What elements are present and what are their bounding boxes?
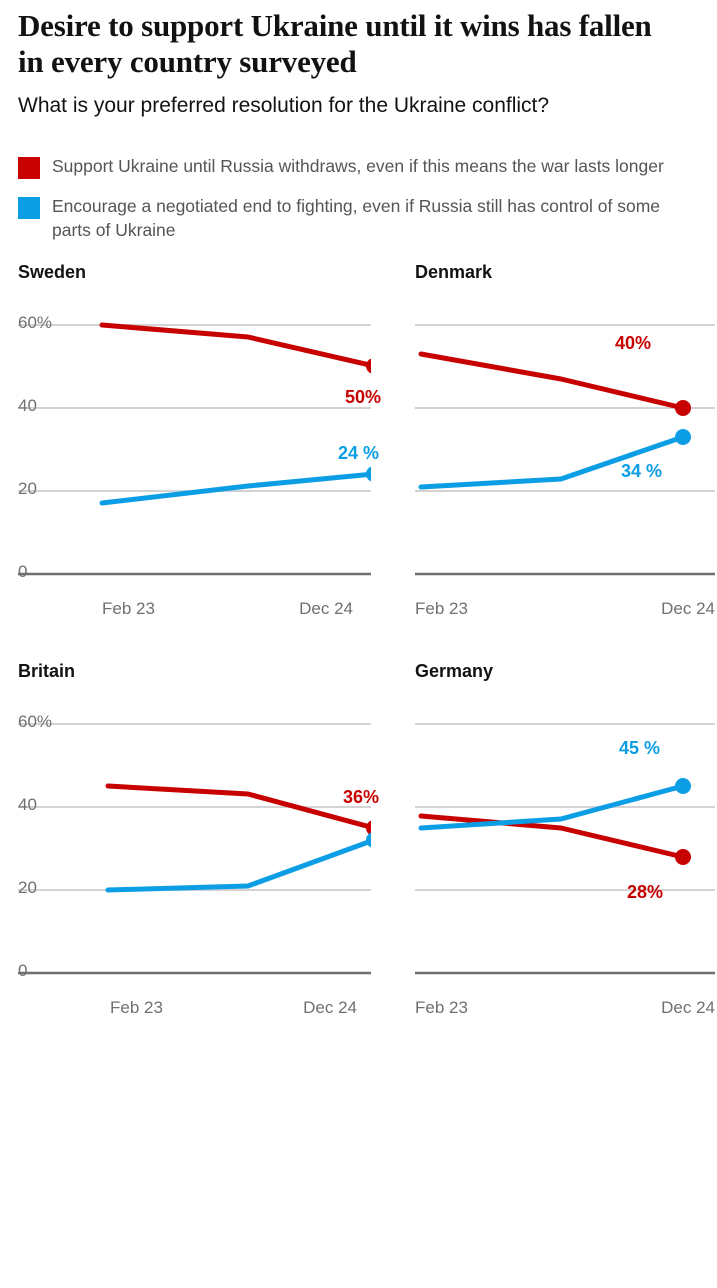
- chart-panel-germany: [415, 661, 717, 1022]
- legend-item-support: [18, 155, 699, 179]
- chart-row-1: [18, 262, 715, 623]
- plot-britain: [18, 694, 379, 994]
- legend-swatch-support-icon: [18, 157, 40, 179]
- y-tick-0-sweden: 0: [18, 562, 28, 582]
- x-tick-end-denmark: Dec 24: [661, 599, 715, 619]
- legend-label-negotiate: Encourage a negotiated end to fighting, even if Russia still has control of some parts of Ukraine: [52, 196, 661, 240]
- plot-sweden: [18, 295, 381, 595]
- y-tick-60-britain: 60%: [18, 712, 53, 732]
- legend-item-negotiate: [18, 195, 699, 242]
- chart-grid: [18, 262, 715, 1022]
- value-label-blue-germany: 45 %: [619, 738, 661, 759]
- page-subtitle: What is your preferred resolution for the Ukraine conflict?: [18, 93, 550, 117]
- y-tick-40-britain: 40: [18, 795, 37, 815]
- y-tick-20-sweden: 20: [18, 479, 37, 499]
- x-tick-end-sweden: Dec 24: [299, 599, 353, 619]
- value-label-red-britain: 36%: [342, 787, 379, 808]
- y-tick-40-sweden: 40: [18, 396, 37, 416]
- value-label-red-denmark: 40%: [615, 333, 652, 354]
- y-tick-20-britain: 20: [18, 878, 37, 898]
- x-tick-end-germany: Dec 24: [661, 998, 715, 1018]
- chart-title-sweden: Sweden: [18, 262, 87, 283]
- value-label-red-sweden: 50%: [344, 387, 381, 408]
- legend: [18, 155, 699, 242]
- plot-denmark: [415, 295, 717, 595]
- x-tick-end-britain: Dec 24: [303, 998, 357, 1018]
- infographic-page: [0, 8, 717, 1288]
- chart-title-britain: Britain: [18, 661, 76, 682]
- legend-label-support: Support Ukraine until Russia withdraws, even if this means the war lasts longer: [52, 156, 664, 177]
- x-axis-germany: [415, 994, 717, 1022]
- value-label-blue-denmark: 34 %: [621, 461, 663, 482]
- value-label-blue-sweden: 24 %: [337, 443, 379, 464]
- x-tick-start-britain: Feb 23: [110, 998, 163, 1018]
- legend-swatch-negotiate-icon: [18, 197, 40, 219]
- chart-title-denmark: Denmark: [415, 262, 493, 283]
- plot-svg-britain: [18, 694, 371, 994]
- chart-title-germany: Germany: [415, 661, 494, 682]
- plot-svg-sweden: [18, 295, 371, 595]
- chart-row-2: [18, 661, 715, 1022]
- x-tick-start-sweden: Feb 23: [102, 599, 155, 619]
- chart-panel-sweden: [18, 262, 381, 623]
- x-tick-start-denmark: Feb 23: [415, 599, 468, 619]
- plot-germany: [415, 694, 717, 994]
- x-tick-start-germany: Feb 23: [415, 998, 468, 1018]
- page-title: Desire to support Ukraine until it wins has fallen in every country surveyed: [18, 8, 652, 79]
- value-label-red-germany: 28%: [627, 882, 664, 903]
- x-axis-sweden: [18, 595, 371, 623]
- chart-panel-denmark: [415, 262, 717, 623]
- y-tick-60-sweden: 60%: [18, 313, 53, 333]
- plot-svg-germany: [415, 694, 717, 994]
- chart-panel-britain: [18, 661, 379, 1022]
- plot-svg-denmark: [415, 295, 717, 595]
- y-tick-0-britain: 0: [18, 961, 28, 981]
- x-axis-britain: [18, 994, 371, 1022]
- row-spacer: [18, 623, 699, 661]
- x-axis-denmark: [415, 595, 717, 623]
